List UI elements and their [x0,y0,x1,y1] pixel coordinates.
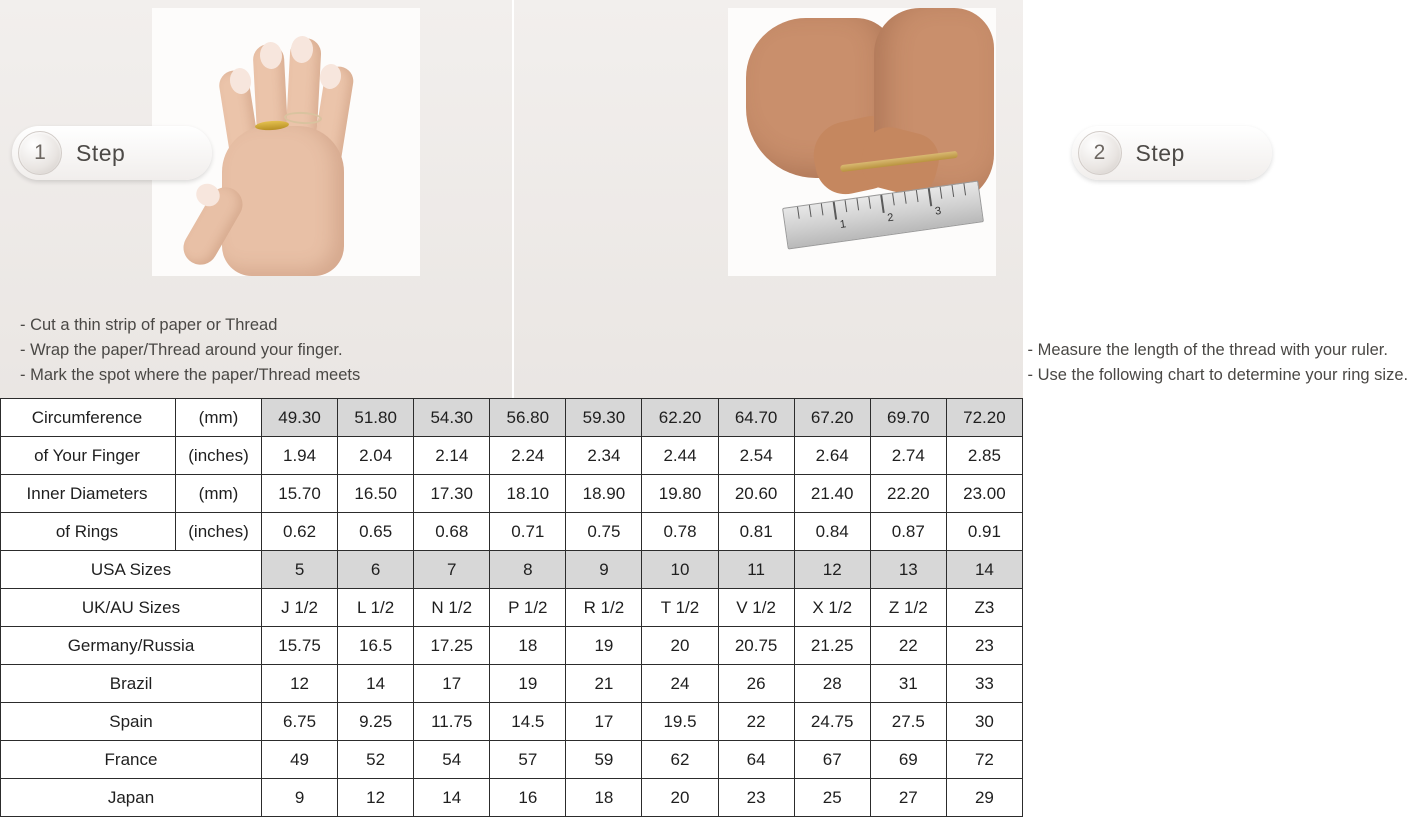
cell: 2.44 [642,437,718,475]
cell: 52 [338,741,414,779]
cell: 14 [946,551,1022,589]
cell: 23 [718,779,794,817]
cell: 19.5 [642,703,718,741]
cell: 57 [490,741,566,779]
cell: 69.70 [870,399,946,437]
cell: 20.60 [718,475,794,513]
cell: 2.24 [490,437,566,475]
cell: 24.75 [794,703,870,741]
cell: 9.25 [338,703,414,741]
table-row [1,741,1023,779]
cell: 11 [718,551,794,589]
step-1-bullet-1: - Cut a thin strip of paper or Thread [20,316,278,334]
cell: 0.84 [794,513,870,551]
cell: 2.04 [338,437,414,475]
unit-diameter-in: (inches) [176,513,262,551]
thread-measuring-photo [728,8,996,276]
cell: 16.5 [338,627,414,665]
cell: 14 [414,779,490,817]
cell: 22 [718,703,794,741]
cell: Z 1/2 [870,589,946,627]
cell: 64 [718,741,794,779]
row-label-uk-au: UK/AU Sizes [1,589,262,627]
row-label-circumference-2: of Your Finger [1,437,176,475]
row-label-japan: Japan [1,779,262,817]
cell: 18.90 [566,475,642,513]
cell: 6.75 [262,703,338,741]
cell: 2.85 [946,437,1022,475]
cell: 21 [566,665,642,703]
cell: 54 [414,741,490,779]
steps-area [0,0,1408,398]
step-1-badge [12,126,212,180]
cell: 0.62 [262,513,338,551]
table-row [1,399,1023,437]
cell: 15.70 [262,475,338,513]
cell: 51.80 [338,399,414,437]
step-2-bullet-1: - Measure the length of the thread with your ruler. [1027,341,1388,359]
cell: 22 [870,627,946,665]
table-row [1,703,1023,741]
row-label-circumference-1: Circumference [1,399,176,437]
cell: X 1/2 [794,589,870,627]
row-label-france: France [1,741,262,779]
ruler-number-3: 3 [933,204,942,218]
row-label-spain: Spain [1,703,262,741]
cell: 67 [794,741,870,779]
cell: 21.40 [794,475,870,513]
cell: L 1/2 [338,589,414,627]
cell: 2.64 [794,437,870,475]
cell: 5 [262,551,338,589]
row-label-diameter-2: of Rings [1,513,176,551]
cell: 67.20 [794,399,870,437]
cell: 17.30 [414,475,490,513]
unit-diameter-mm: (mm) [176,475,262,513]
cell: P 1/2 [490,589,566,627]
cell: Z3 [946,589,1022,627]
cell: 24 [642,665,718,703]
table-row [1,475,1023,513]
cell: 19 [566,627,642,665]
cell: 28 [794,665,870,703]
cell: 2.54 [718,437,794,475]
cell: 14 [338,665,414,703]
cell: 0.71 [490,513,566,551]
cell: 0.78 [642,513,718,551]
cell: 62.20 [642,399,718,437]
cell: 0.65 [338,513,414,551]
cell: 19.80 [642,475,718,513]
cell: 9 [566,551,642,589]
cell: 31 [870,665,946,703]
step-2-number: 2 [1078,131,1122,175]
step-2-bullet-2: - Use the following chart to determine your ring size. [1027,366,1408,384]
step-1-number: 1 [18,131,62,175]
cell: 2.34 [566,437,642,475]
cell: 72 [946,741,1022,779]
cell: 29 [946,779,1022,817]
cell: 2.14 [414,437,490,475]
cell: R 1/2 [566,589,642,627]
step-2-panel [512,0,1408,398]
cell: 11.75 [414,703,490,741]
step-1-label: Step [76,139,126,166]
cell: 33 [946,665,1022,703]
cell: 21.25 [794,627,870,665]
cell: J 1/2 [262,589,338,627]
row-label-diameter-1: Inner Diameters [1,475,176,513]
table-row [1,551,1023,589]
cell: 16 [490,779,566,817]
cell: 23 [946,627,1022,665]
cell: 64.70 [718,399,794,437]
cell: 0.68 [414,513,490,551]
ruler-number-2: 2 [886,211,894,225]
cell: 8 [490,551,566,589]
cell: 17 [414,665,490,703]
cell: 0.75 [566,513,642,551]
cell: T 1/2 [642,589,718,627]
table-row [1,779,1023,817]
cell: 0.87 [870,513,946,551]
table-row [1,513,1023,551]
table-row [1,589,1023,627]
cell: V 1/2 [718,589,794,627]
cell: 20 [642,779,718,817]
table-row [1,627,1023,665]
ring-size-table-wrap [0,398,1023,817]
cell: 12 [338,779,414,817]
cell: 14.5 [490,703,566,741]
cell: 49.30 [262,399,338,437]
step-2-instructions [1028,338,1408,388]
cell: 59.30 [566,399,642,437]
cell: 49 [262,741,338,779]
cell: 19 [490,665,566,703]
cell: 20.75 [718,627,794,665]
cell: 1.94 [262,437,338,475]
cell: 25 [794,779,870,817]
cell: 20 [642,627,718,665]
table-row [1,437,1023,475]
cell: N 1/2 [414,589,490,627]
unit-circumference-mm: (mm) [176,399,262,437]
cell: 54.30 [414,399,490,437]
step-2-label: Step [1135,139,1185,166]
cell: 59 [566,741,642,779]
cell: 18 [490,627,566,665]
step-1-instructions [20,313,360,388]
cell: 13 [870,551,946,589]
cell: 22.20 [870,475,946,513]
step-1-panel [0,0,512,398]
ruler-number-1: 1 [838,218,847,232]
cell: 6 [338,551,414,589]
cell: 72.20 [946,399,1022,437]
cell: 16.50 [338,475,414,513]
cell: 17 [566,703,642,741]
ruler-illustration [728,8,996,276]
cell: 27 [870,779,946,817]
cell: 17.25 [414,627,490,665]
cell: 2.74 [870,437,946,475]
ruler-icon [782,180,984,249]
cell: 10 [642,551,718,589]
cell: 7 [414,551,490,589]
cell: 0.91 [946,513,1022,551]
cell: 15.75 [262,627,338,665]
cell: 27.5 [870,703,946,741]
cell: 9 [262,779,338,817]
cell: 18.10 [490,475,566,513]
cell: 30 [946,703,1022,741]
cell: 69 [870,741,946,779]
cell: 0.81 [718,513,794,551]
cell: 12 [794,551,870,589]
step-1-bullet-3: - Mark the spot where the paper/Thread meets [20,366,361,384]
step-1-bullet-2: - Wrap the paper/Thread around your finger. [20,341,343,359]
row-label-usa: USA Sizes [1,551,262,589]
cell: 23.00 [946,475,1022,513]
cell: 62 [642,741,718,779]
cell: 12 [262,665,338,703]
table-row [1,665,1023,703]
cell: 26 [718,665,794,703]
step-2-badge [1072,126,1272,180]
cell: 56.80 [490,399,566,437]
cell: 18 [566,779,642,817]
ring-size-table [0,398,1023,817]
row-label-germany-russia: Germany/Russia [1,627,262,665]
row-label-brazil: Brazil [1,665,262,703]
unit-circumference-in: (inches) [176,437,262,475]
